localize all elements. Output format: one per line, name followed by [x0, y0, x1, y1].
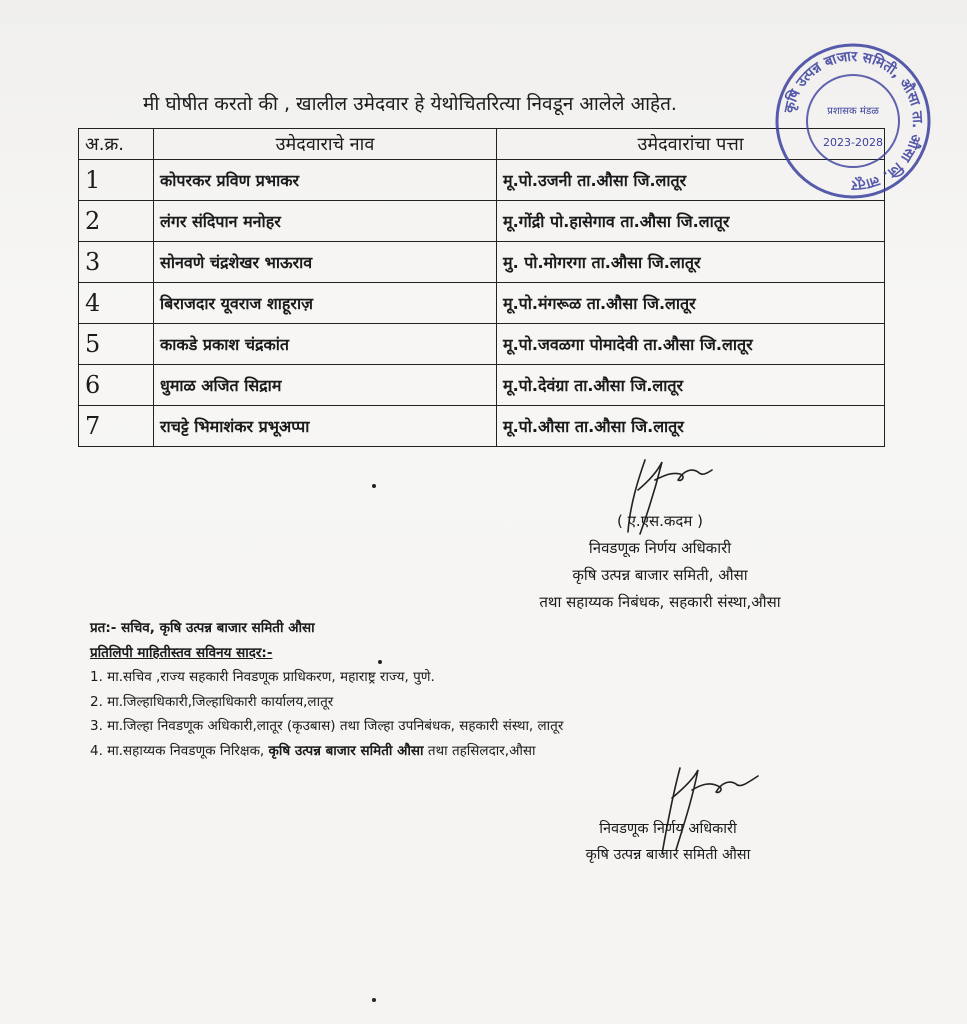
table-row — [79, 365, 885, 406]
officer-name: ( ए.एस.कदम ) — [617, 512, 703, 530]
official-seal — [774, 42, 932, 200]
copy-item: 3. मा.जिल्हा निवडणूक अधिकारी,लातूर (कृउबास) तथा जिल्हा उपनिबंधक, सहकारी संस्था, लातूर — [90, 718, 564, 734]
row-address: मू.पो.उजनी ता.औसा जि.लातूर — [497, 160, 885, 201]
row-serial: 6 — [79, 365, 154, 406]
officer-2-designation: निवडणूक निर्णय अधिकारी — [599, 821, 737, 837]
speck-mark — [372, 484, 376, 488]
row-serial: 5 — [79, 324, 154, 365]
row-serial: 4 — [79, 283, 154, 324]
copy-item-suffix: तथा तहसिलदार,औसा — [423, 742, 536, 759]
row-name: कोपरकर प्रविण प्रभाकर — [154, 160, 497, 201]
copy-item — [90, 739, 710, 764]
copy-heading: प्रतिलिपी माहितीस्तव सविनय सादर:- — [90, 644, 273, 661]
officer-office: कृषि उत्पन्न बाजार समिती, औसा — [572, 566, 748, 584]
row-name: बिराजदार यूवराज शाहूराज़ — [154, 283, 497, 324]
seal-inner-text: प्रशासक मंडळ — [827, 106, 879, 117]
table-row — [79, 242, 885, 283]
header-name: उमेदवाराचे नाव — [154, 129, 497, 160]
row-address: मु. पो.मोगरगा ता.औसा जि.लातूर — [497, 242, 885, 283]
row-serial: 7 — [79, 406, 154, 447]
copy-item-bold: कृषि उत्पन्न बाजार समिती औसा — [268, 742, 424, 759]
table-header-row — [79, 129, 885, 160]
officer-signature-block — [480, 508, 840, 616]
seal-ring-text: कृषि उत्पन्न बाजार समिती, औसा ता. औसा जि. लातूर — [781, 48, 926, 194]
officer-2-office: कृषि उत्पन्न बाजार समिती औसा — [585, 847, 751, 863]
table-row — [79, 324, 885, 365]
header-serial: अ.क्र. — [79, 129, 154, 160]
header-address: उमेदवारांचा पत्ता — [497, 129, 885, 160]
row-name: धुमाळ अजित सिद्राम — [154, 365, 497, 406]
copy-item: 2. मा.जिल्हाधिकारी,जिल्हाधिकारी कार्यालय,लातूर — [90, 693, 334, 710]
row-serial: 3 — [79, 242, 154, 283]
row-name: सोनवणे चंद्रशेखर भाऊराव — [154, 242, 497, 283]
speck-mark — [372, 998, 376, 1002]
copy-item: 1. मा.सचिव ,राज्य सहकारी निवडणूक प्राधिकरण, महाराष्ट्र राज्य, पुणे. — [90, 669, 435, 685]
table-row — [79, 160, 885, 201]
row-name: काकडे प्रकाश चंद्रकांत — [154, 324, 497, 365]
copy-to: प्रत:- सचिव, कृषि उत्पन्न बाजार समिती औसा — [90, 620, 315, 636]
copy-distribution-block — [90, 616, 710, 763]
row-address: मू.गोंद्री पो.हासेगाव ता.औसा जि.लातूर — [497, 201, 885, 242]
officer-2-signature-block — [548, 816, 788, 868]
row-address: मू.पो.जवळगा पोमादेवी ता.औसा जि.लातूर — [497, 324, 885, 365]
candidates-table — [78, 128, 885, 447]
table-row — [79, 283, 885, 324]
officer-designation: निवडणूक निर्णय अधिकारी — [588, 539, 732, 557]
row-address: मू.पो.मंगरूळ ता.औसा जि.लातूर — [497, 283, 885, 324]
table-row — [79, 406, 885, 447]
seal-years: 2023-2028 — [823, 136, 883, 149]
svg-text:कृषि उत्पन्न बाजार समिती, औसा — [781, 49, 925, 194]
row-address: मू.पो.औसा ता.औसा जि.लातूर — [497, 406, 885, 447]
row-name: राचट्टे भिमाशंकर प्रभूअप्पा — [154, 406, 497, 447]
row-serial: 2 — [79, 201, 154, 242]
table-row — [79, 201, 885, 242]
speck-mark — [378, 660, 382, 664]
copy-item-prefix: 4. मा.सहाय्यक निवडणूक निरिक्षक, — [90, 742, 269, 759]
row-address: मू.पो.देवंग्रा ता.औसा जि.लातूर — [497, 365, 885, 406]
officer-office-2: तथा सहाय्यक निबंधक, सहकारी संस्था,औसा — [539, 593, 781, 611]
row-serial: 1 — [79, 160, 154, 201]
row-name: लंगर संदिपान मनोहर — [154, 201, 497, 242]
declaration-text: मी घोषीत करतो की , खालील उमेदवार हे येथोचितरित्या निवडून आलेले आहेत. — [143, 93, 677, 115]
